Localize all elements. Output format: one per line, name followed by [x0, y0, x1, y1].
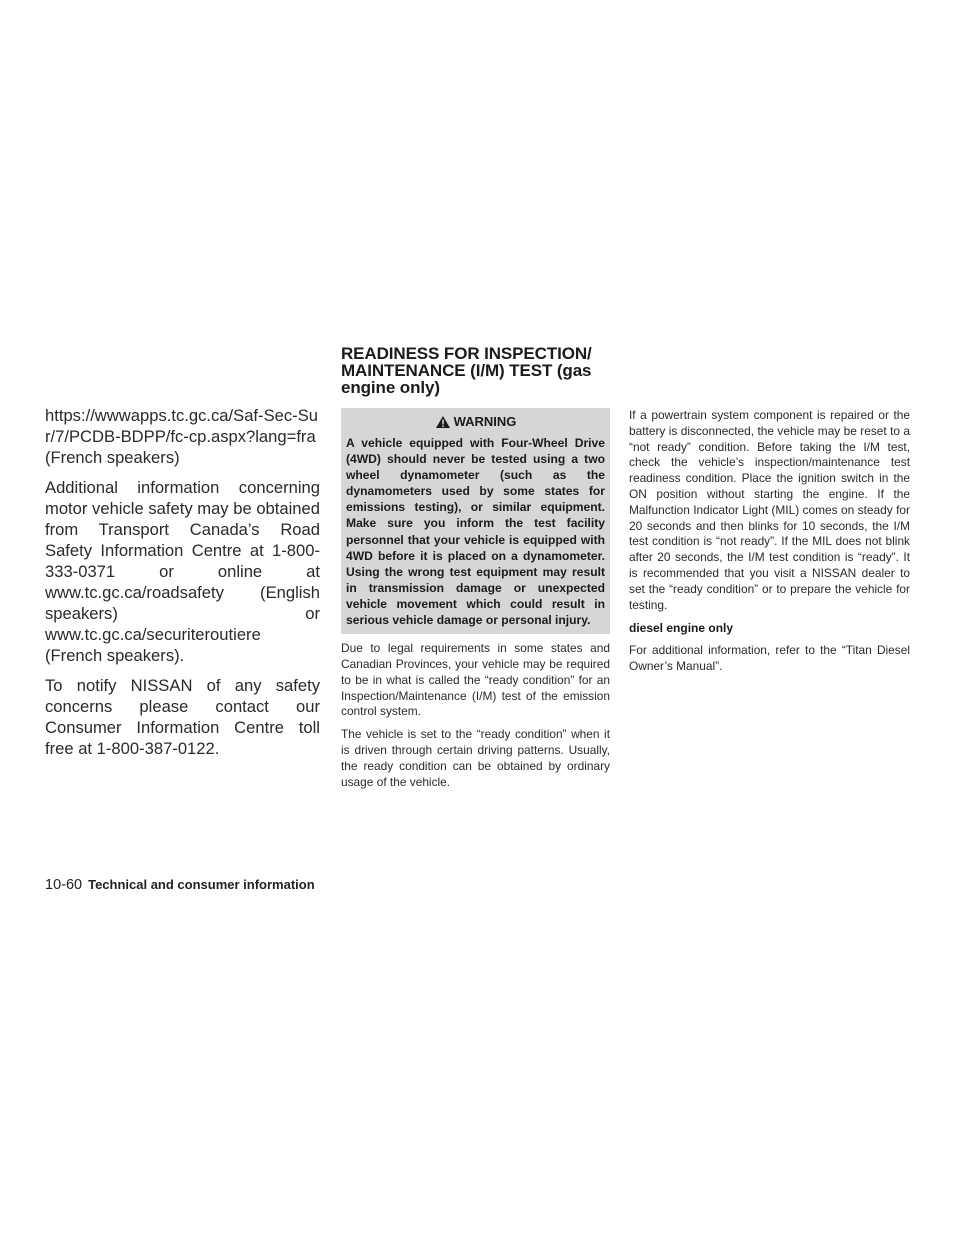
diesel-paragraph: For additional information, refer to the “Titan Diesel Owner’s Manual”. [629, 643, 910, 674]
page-number: 10-60 [45, 877, 83, 893]
right-column [629, 408, 910, 675]
page-footer [45, 877, 315, 893]
legal-requirements-paragraph: Due to legal requirements in some states and Canadian Provinces, your vehicle may be required to be in what is called the “ready condition” for an Inspection/Maintenance (I/M) test of the emission control system. [341, 641, 610, 719]
ready-condition-paragraph: The vehicle is set to the “ready condition” when it is driven through certain driving patterns. Usually, the ready condition can be obtained by ordinary usage of the vehicle. [341, 727, 610, 789]
warning-text: A vehicle equipped with Four-Wheel Drive (4WD) should never be tested using a two wheel dynamometer (such as the dynamometers used by some states for emissions testing), or similar equipment. Make sure you inform the test facility personnel that your vehicle is equipped with 4WD before it is placed on a dynamometer. Using the wrong test equipment may result in transmission damage or unexpected vehicle movement which could result in serious vehicle damage or personal injury. [346, 436, 605, 628]
nissan-contact-info: To notify NISSAN of any safety concerns please contact our Consumer Information Centre toll free at 1-800-387-0122. [45, 676, 320, 758]
left-column [45, 405, 320, 768]
powertrain-paragraph: If a powertrain system component is repaired or the battery is disconnected, the vehicle may be reset to a “not ready” condition. Before taking the I/M test, check the vehicle’s inspection/maintenance test readiness condition. Place the ignition switch in the ON position without starting the engine. If the Malfunction Indicator Light (MIL) comes on steady for 20 seconds and then blinks for 10 seconds, the I/M test condition is “not ready”. If the MIL does not blink after 20 seconds, the I/M test condition is “ready”. It is recommended that you visit a NISSAN dealer to set the “ready condition” or to prepare the vehicle for testing. [629, 408, 910, 612]
french-speakers-url: https://wwwapps.tc.gc.ca/Saf-Sec-Sur/7/PCDB-BDPP/fc-cp.aspx?lang=fra (French speakers) [45, 406, 318, 467]
transport-canada-info: Additional information concerning motor vehicle safety may be obtained from Transport Canada’s Road Safety Information Centre at 1-800-333-0371 or online at www.tc.gc.ca/roadsafety (English speakers) or www.tc.gc.ca/securiteroutiere (French speakers). [45, 478, 320, 665]
section-heading: READINESS FOR INSPECTION/ MAINTENANCE (I/M) TEST (gas engine only) [341, 344, 592, 397]
warning-box [341, 408, 610, 634]
diesel-subheading: diesel engine only [629, 621, 734, 636]
middle-column [341, 345, 610, 790]
warning-triangle-icon [435, 415, 451, 429]
warning-title: WARNING [453, 414, 517, 429]
section-title: Technical and consumer information [88, 877, 315, 892]
warning-header [346, 414, 605, 430]
